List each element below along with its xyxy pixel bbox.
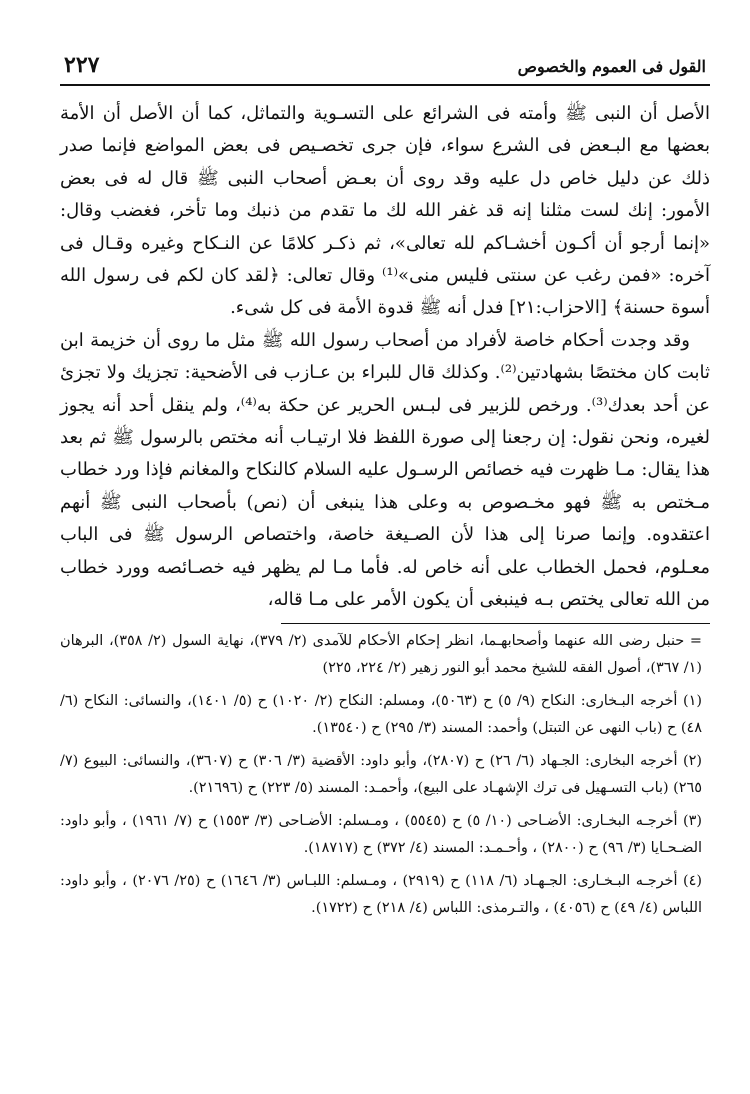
running-header xyxy=(60,52,710,86)
paragraph: وقد وجدت أحكام خاصة لأفراد من أصحاب رسول الله ﷺ مثل ما روى أن خزيمة ابن ثابت كان مختصًا بشهادتين⁽²⁾. وكذلك قال للبراء بن عـازب فى الأضحية: تجزيك ولا تجزئ عن أحد بعدك⁽³⁾. ورخص للزبير فى لبـس الحرير عن حكة به⁽⁴⁾، ولم ينقل أحد أنه يجوز لغيره، ونحن نقول: إن رجعنا إلى صورة اللفظ فلا ارتيـاب أنه مختص بالرسول ﷺ ثم بعد هذا يقال: مـا ظهرت فيه خصائص الرسـول عليه السلام كالنكاح والمغانم فإذا ورد خطاب مـختص به ﷺ فهو مخـصوص به وعلى هذا ينبغى أن (نص) بأصحاب النبى ﷺ أنهم اعتقدوه. وإنما صرنا إلى هذا لأن الصـيغة خاصة، واختصاص الرسول ﷺ فى الباب معـلوم، فحمل الخطاب على أنه خاص له. فأما مـا لم يظهر فيه خصـائصه وورد خطاب من الله تعالى يختص بـه فينبغى أن يكون الأمر على مـا قاله، xyxy=(60,329,710,611)
footnotes xyxy=(60,628,710,922)
footnote: (٤) أخرجـه البـخـارى: الجـهـاد (٦/ ١١٨) ح (٢٩١٩) ، ومـسلم: اللبـاس (٣/ ١٦٤٦) ح (٢٥/ ٢٠٧٦) ، وأبو داود: اللباس (٤/ ٤٩) ح (٤٠٥٦) ، والتـرمذى: اللباس (٤/ ٢١٨) ح (١٧٢٢). xyxy=(60,872,702,916)
paragraph: الأصل أن النبى ﷺ وأمته فى الشرائع على التسـوية والتماثل، كما أن الأصل أن الأمة بعضها مع البـعض فى الشرع سواء، فإن جرى تخصـيص فى بعض المواضع فإنما صدر ذلك عن دليل خاص دل عليه وقد روى أن بعـض أصحاب النبى ﷺ قال له فى بعض الأمور: إنك لست مثلنا إنه قد غفر الله لك ما تقدم من ذنبك وما تأخر، فغضب وقال: «إنما أرجو أن أكـون أخشـاكم لله تعالى»، ثم ذكـر كلامًا عن النـكاح وغيره وقـال فى آخره: «فمن رغب عن سنتى فليس منى»⁽¹⁾ وقال تعالى: ﴿لقد كان لكم فى رسول الله أسوة حسنة﴾ [الاحزاب:٢١] فدل أنه ﷺ قدوة الأمة فى كل شىء. xyxy=(60,103,711,319)
footnote: = حنبل رضى الله عنهما وأصحابهـما، انظر إحكام الأحكام للآمدى (٢/ ٣٧٩)، نهاية السول (٢/ ٣٥٨)، البرهان (١/ ٣٦٧)، أصول الفقه للشيخ محمد أبو النور زهير (٢/ ٢٢٤، ٢٢٥) xyxy=(60,632,702,676)
footnote: (٣) أخرجـه البخـارى: الأضـاحى (١٠/ ٥) ح (٥٥٤٥) ، ومـسلم: الأضـاحى (٣/ ١٥٥٣) ح (٧/ ١٩٦١) ، وأبو داود: الضـحـايا (٣/ ٩٦) ح (٢٨٠٠) ، وأحـمـد: المسند (٤/ ٣٧٢) ح (١٨٧١٧). xyxy=(60,812,702,856)
main-text xyxy=(60,98,710,617)
footnote: (٢) أخرجه البخارى: الجـهاد (٦/ ٢٦) ح (٢٨٠٧)، وأبو داود: الأقضية (٣/ ٣٠٦) ح (٣٦٠٧)، والنسائى: البيوع (٧/ ٢٦٥) (باب التسـهيل فى ترك الإشهـاد على البيع)، وأحمـد: المسند (٥/ ٢٢٣) ح (٢١٦٩٦). xyxy=(60,752,702,796)
page-number: ٢٢٧ xyxy=(64,52,100,78)
footnote: (١) أخرجه البـخارى: النكاح (٩/ ٥) ح (٥٠٦٣)، ومسلم: النكاح (٢/ ١٠٢٠) ح (٥/ ١٤٠١)، والنسائى: النكاح (٦/ ٤٨) ح (باب النهى عن التبتل) وأحمد: المسند (٣/ ٢٩٥) ح (١٣٥٤٠). xyxy=(60,692,702,736)
chapter-title: القول فى العموم والخصوص xyxy=(517,57,706,76)
book-page xyxy=(60,52,710,928)
footnote-separator xyxy=(281,623,710,624)
